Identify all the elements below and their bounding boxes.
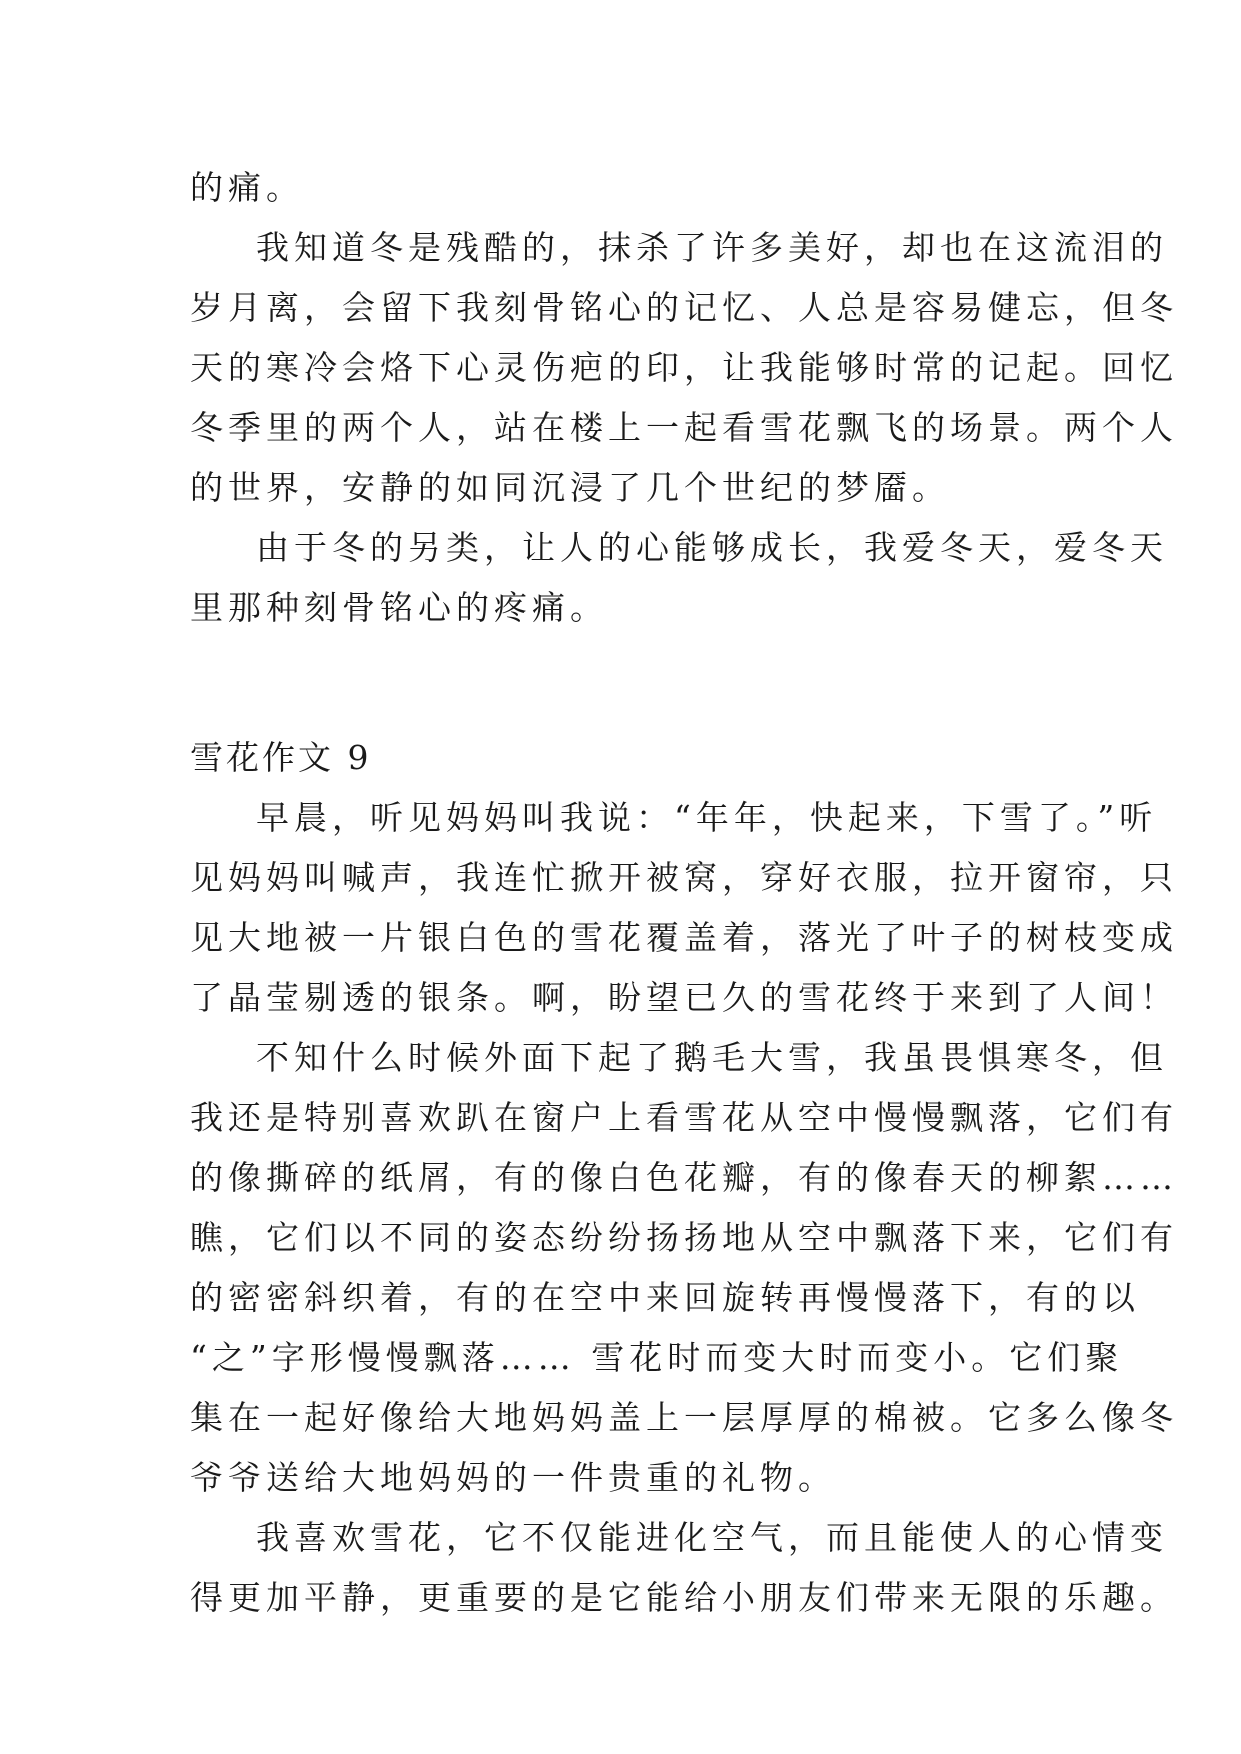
document-page — [190, 158, 1178, 1628]
paragraph-line: 集在一起好像给大地妈妈盖上一层厚厚的棉被。它多么像冬 — [190, 1398, 1178, 1437]
paragraph-1 — [190, 218, 1178, 518]
paragraph-line: 里那种刻骨铭心的疼痛。 — [190, 588, 608, 627]
paragraph-carryover-line: 的痛。 — [190, 168, 304, 207]
paragraph-line: 我还是特别喜欢趴在窗户上看雪花从空中慢慢飘落，它们有 — [190, 1098, 1178, 1137]
paragraph-line: 爷爷送给大地妈妈的一件贵重的礼物。 — [190, 1458, 836, 1497]
section-spacer — [190, 638, 1054, 728]
paragraph-line: 岁月离，会留下我刻骨铭心的记忆、人总是容易健忘，但冬 — [190, 288, 1178, 327]
paragraph-line: 的密密斜织着，有的在空中来回旋转再慢慢落下，有的以 — [190, 1278, 1140, 1317]
paragraph-line: 见妈妈叫喊声，我连忙掀开被窝，穿好衣服，拉开窗帘，只 — [190, 858, 1178, 897]
paragraph-line: 由于冬的另类，让人的心能够成长，我爱冬天，爱冬天 — [256, 528, 1168, 567]
paragraph-line: 我知道冬是残酷的，抹杀了许多美好，却也在这流泪的 — [256, 228, 1168, 267]
paragraph-line: 天的寒冷会烙下心灵伤疤的印，让我能够时常的记起。回忆 — [190, 348, 1178, 387]
paragraph-line: 的像撕碎的纸屑，有的像白色花瓣，有的像春天的柳絮…… — [190, 1158, 1178, 1197]
paragraph-line: “之”字形慢慢飘落…… 雪花时而变大时而变小。它们聚 — [190, 1338, 1124, 1377]
paragraph-line: 得更加平静，更重要的是它能给小朋友们带来无限的乐趣。 — [190, 1578, 1178, 1617]
paragraph-line: 冬季里的两个人，站在楼上一起看雪花飘飞的场景。两个人 — [190, 408, 1178, 447]
paragraph-2 — [190, 518, 1168, 638]
paragraph-3 — [190, 788, 1178, 1028]
paragraph-line: 了晶莹剔透的银条。啊，盼望已久的雪花终于来到了人间！ — [190, 978, 1178, 1017]
paragraph-4 — [190, 1028, 1178, 1508]
paragraph-line: 见大地被一片银白色的雪花覆盖着，落光了叶子的树枝变成 — [190, 918, 1178, 957]
paragraph-line: 早晨，听见妈妈叫我说：“年年，快起来，下雪了。”听 — [256, 798, 1158, 837]
paragraph-5 — [190, 1508, 1178, 1628]
paragraph-line: 的世界，安静的如同沉浸了几个世纪的梦靥。 — [190, 468, 950, 507]
paragraph-line: 我喜欢雪花，它不仅能进化空气，而且能使人的心情变 — [256, 1518, 1168, 1557]
section-title: 雪花作文 9 — [190, 738, 372, 777]
paragraph-line: 不知什么时候外面下起了鹅毛大雪，我虽畏惧寒冬，但 — [256, 1038, 1168, 1077]
paragraph-line: 瞧，它们以不同的姿态纷纷扬扬地从空中飘落下来，它们有 — [190, 1218, 1178, 1257]
